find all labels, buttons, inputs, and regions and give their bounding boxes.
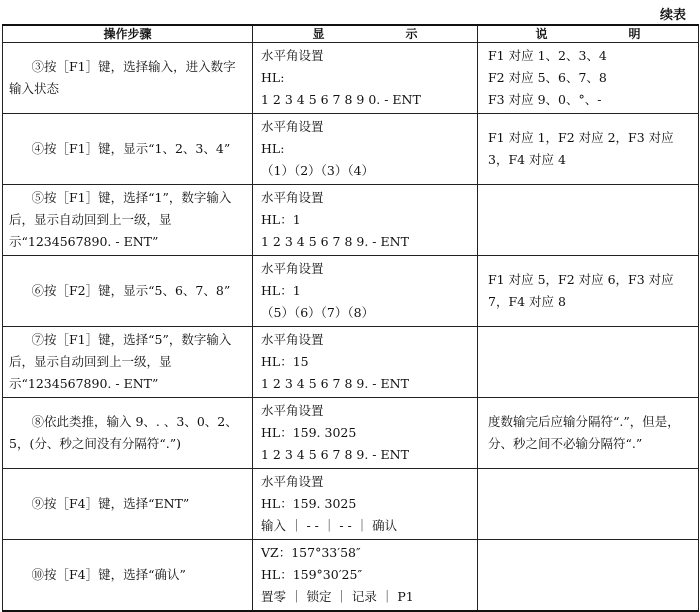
note-line: F1 对应 1、2、3、4	[488, 48, 607, 63]
display-line: 水平角设置	[261, 119, 324, 134]
note-line: F3 对应 9、0、°、-	[488, 92, 602, 107]
display-line: 1 2 3 4 5 6 7 8 9. - ENT	[261, 234, 409, 249]
display-line: （1）（2）（3）（4）	[261, 163, 375, 178]
step-cell: ⑩按［F4］键，选择“确认”	[3, 540, 253, 612]
display-line: HL：1	[261, 283, 301, 298]
display-line: HL：159°30′25″	[261, 567, 363, 582]
display-line: 水平角设置	[261, 48, 324, 63]
header-steps: 操作步骤	[3, 25, 253, 43]
table-row	[3, 114, 699, 185]
display-line: 1 2 3 4 5 6 7 8 9. - ENT	[261, 376, 409, 391]
step-cell: ⑦按［F1］键，选择“5”，数字输入后，显示自动回到上一级，显示“1234567890. - ENT”	[3, 327, 253, 398]
display-cell	[253, 327, 478, 398]
note-cell	[478, 185, 699, 256]
table-row	[3, 540, 699, 612]
table-row	[3, 469, 699, 540]
note-cell	[478, 540, 699, 612]
display-cell	[253, 469, 478, 540]
display-cell	[253, 256, 478, 327]
display-cell	[253, 185, 478, 256]
table-header-row	[3, 25, 699, 43]
display-line: 输入 ｜ - - ｜ - - ｜ 确认	[261, 518, 398, 533]
header-notes: 说 明	[478, 25, 699, 43]
display-cell	[253, 398, 478, 469]
note-line: 度数输完后应输分隔符“.”，但是，分、秒之间不必输分隔符“.”	[488, 414, 680, 451]
table-row	[3, 43, 699, 114]
step-cell: ④按［F1］键，显示“1、2、3、4”	[3, 114, 253, 185]
display-line: HL:	[261, 141, 285, 156]
note-cell	[478, 43, 699, 114]
display-cell	[253, 540, 478, 612]
note-line: F2 对应 5、6、7、8	[488, 70, 607, 85]
display-line: 水平角设置	[261, 474, 324, 489]
display-line: 置零 ｜ 锁定 ｜ 记录 ｜ P1	[261, 589, 414, 604]
step-cell: ⑧依此类推，输入 9、. 、3、0、2、5，(分、秒之间没有分隔符“.”)	[3, 398, 253, 469]
display-line: HL:	[261, 70, 285, 85]
step-cell: ⑤按［F1］键，选择“1”，数字输入后，显示自动回到上一级，显示“1234567890. - ENT”	[3, 185, 253, 256]
note-line: F1 对应 1，F2 对应 2，F3 对应 3，F4 对应 4	[488, 130, 674, 167]
display-line: 1 2 3 4 5 6 7 8 9 0. - ENT	[261, 92, 421, 107]
display-line: （5）（6）（7）（8）	[261, 305, 375, 320]
table-row	[3, 256, 699, 327]
display-line: 水平角设置	[261, 261, 324, 276]
continued-label: 续表	[659, 8, 686, 23]
display-cell	[253, 114, 478, 185]
display-line: 水平角设置	[261, 403, 324, 418]
note-cell	[478, 469, 699, 540]
note-line: F1 对应 5，F2 对应 6，F3 对应 7，F4 对应 8	[488, 272, 674, 309]
display-cell	[253, 43, 478, 114]
procedure-table	[2, 24, 699, 612]
header-display: 显 示	[253, 25, 478, 43]
step-cell: ⑨按［F4］键，选择“ENT”	[3, 469, 253, 540]
note-cell	[478, 327, 699, 398]
display-line: HL：15	[261, 354, 309, 369]
table-row	[3, 185, 699, 256]
table-row	[3, 327, 699, 398]
display-line: 水平角设置	[261, 332, 324, 347]
table-row	[3, 398, 699, 469]
note-cell	[478, 256, 699, 327]
note-cell	[478, 398, 699, 469]
display-line: 水平角设置	[261, 190, 324, 205]
display-line: HL：159. 3025	[261, 496, 357, 511]
step-cell: ⑥按［F2］键，显示“5、6、7、8”	[3, 256, 253, 327]
note-cell	[478, 114, 699, 185]
display-line: 1 2 3 4 5 6 7 8 9. - ENT	[261, 447, 409, 462]
step-cell: ③按［F1］键，选择输入，进入数字输入状态	[3, 43, 253, 114]
display-line: VZ：157°33′58″	[261, 545, 361, 560]
display-line: HL：159. 3025	[261, 425, 357, 440]
display-line: HL：1	[261, 212, 301, 227]
